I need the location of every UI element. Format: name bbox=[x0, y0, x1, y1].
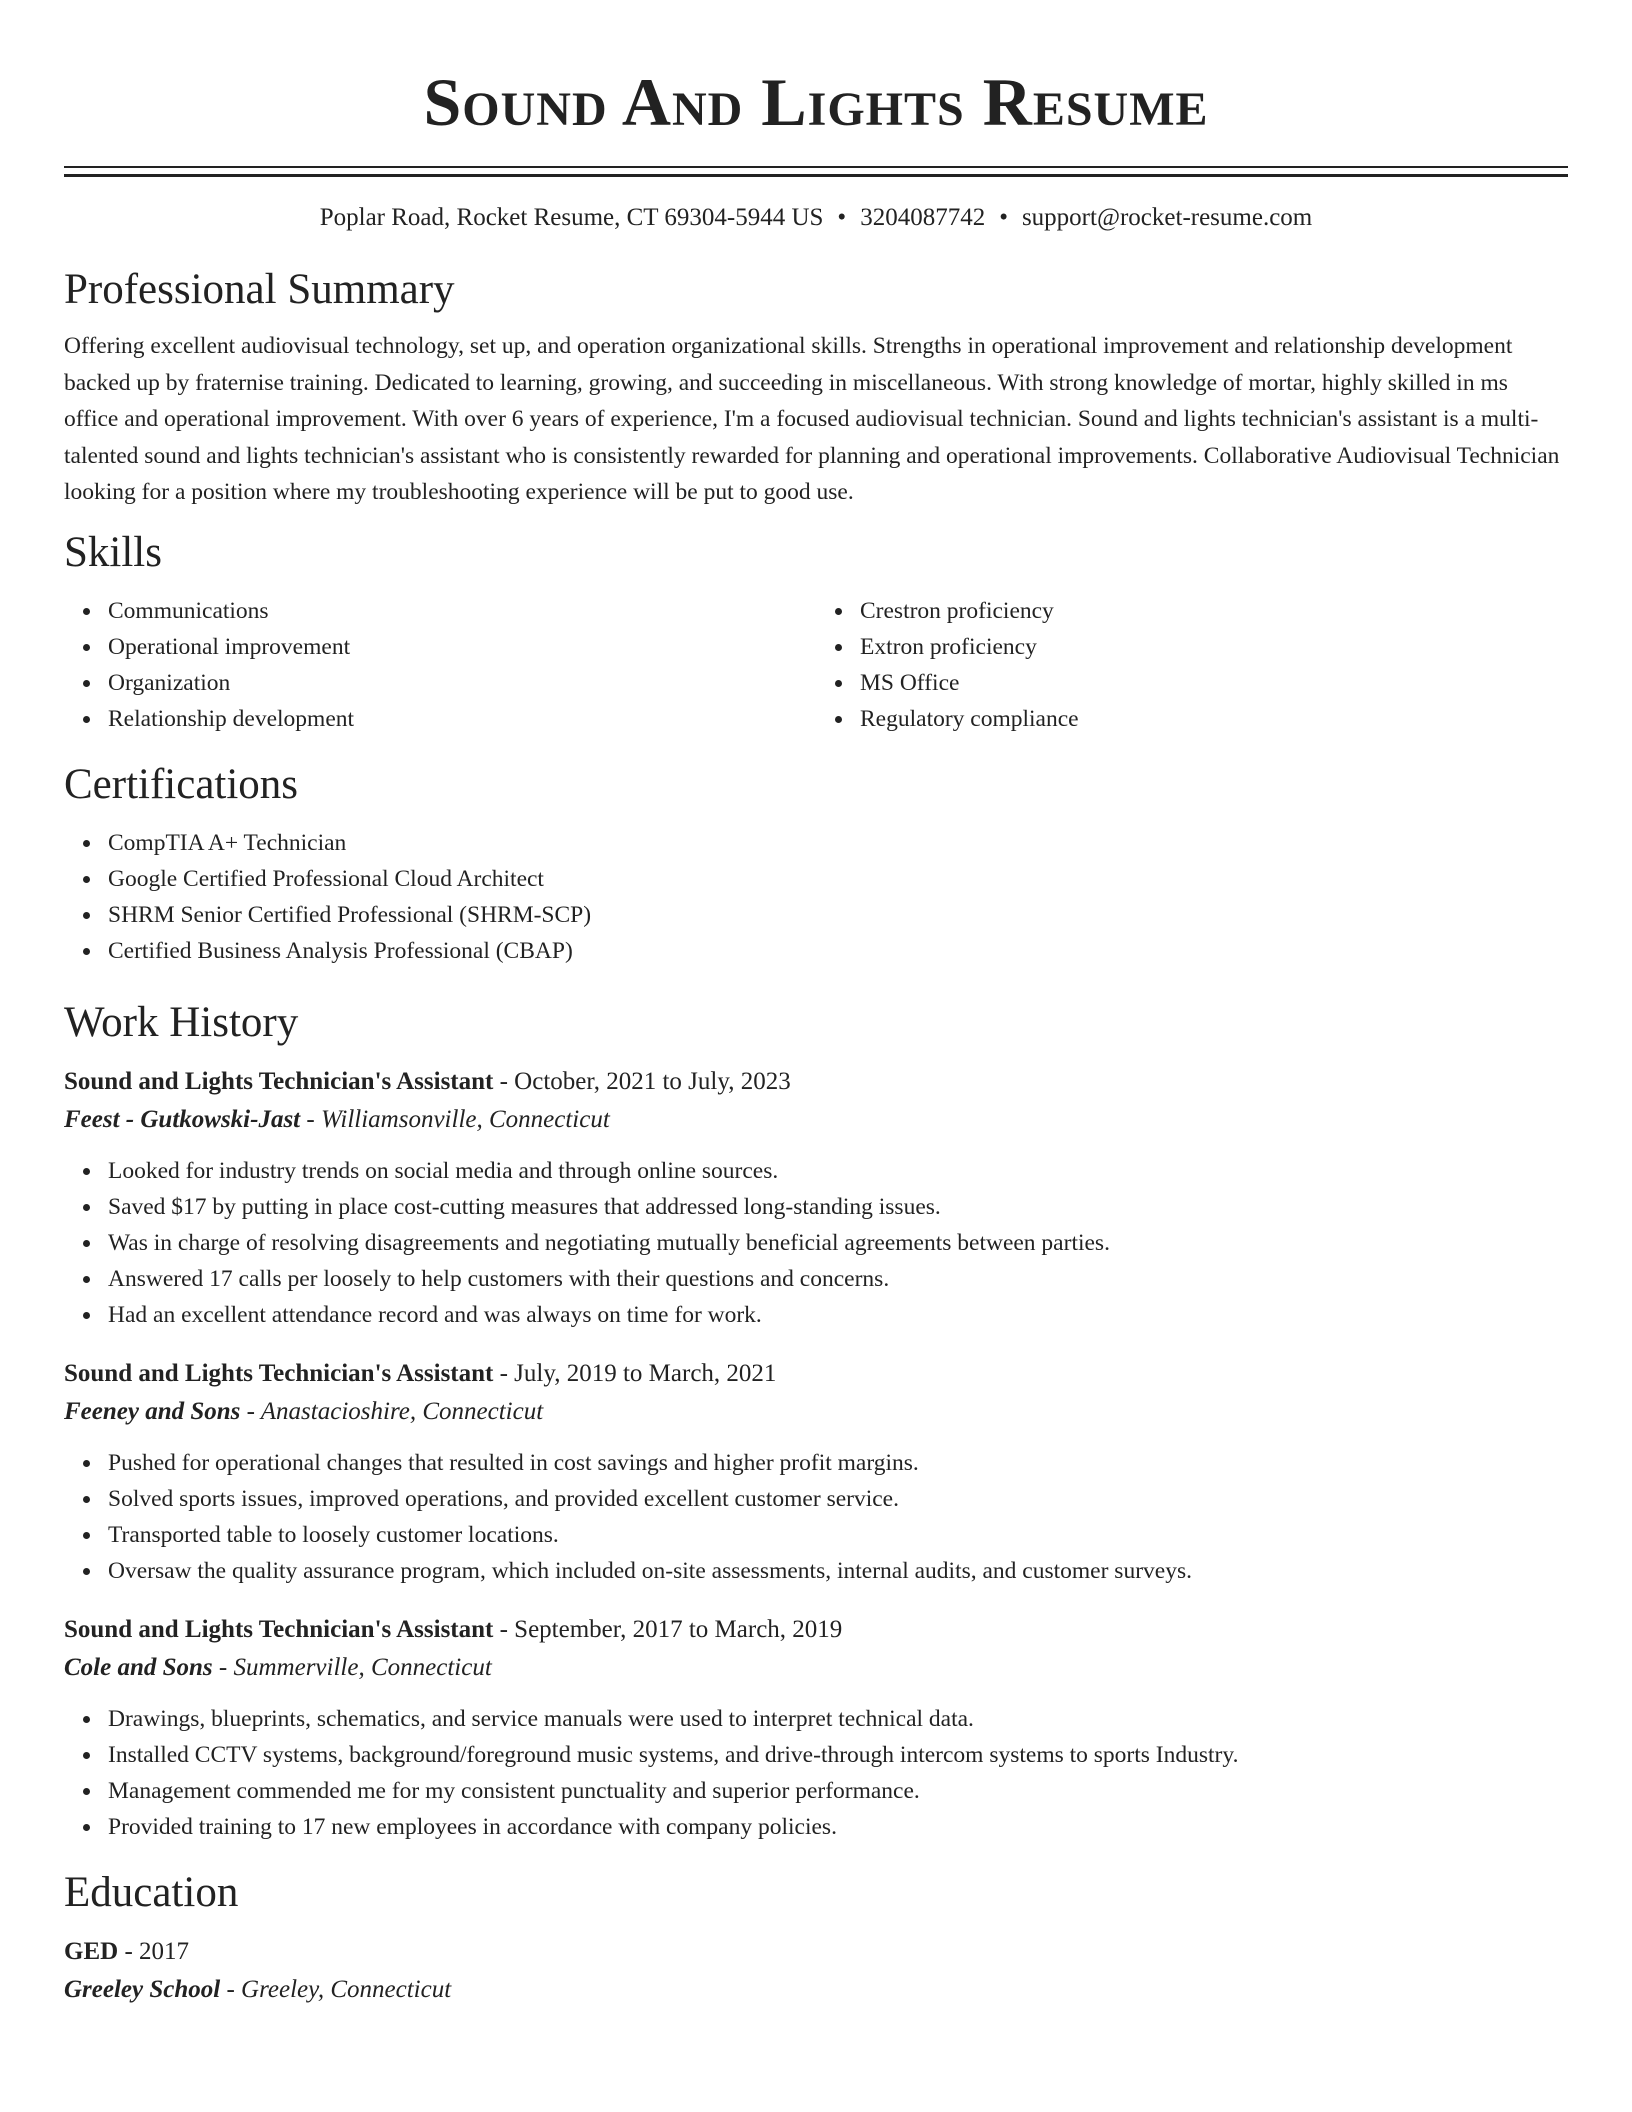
job-bullet: Saved $17 by putting in place cost-cutting measures that addressed long-standing issues. bbox=[108, 1189, 1568, 1225]
job-bullet: Oversaw the quality assurance program, which included on-site assessments, internal audits, and customer surveys. bbox=[108, 1553, 1568, 1589]
job-bullets bbox=[64, 1445, 1568, 1589]
job-title: Sound and Lights Technician's Assistant bbox=[64, 1615, 494, 1643]
skill-item: Operational improvement bbox=[108, 629, 816, 665]
contact-line bbox=[64, 202, 1568, 234]
job-bullet: Was in charge of resolving disagreements and negotiating mutually beneficial agreements between parties. bbox=[108, 1225, 1568, 1261]
job-company: Feest - Gutkowski-Jast bbox=[64, 1105, 301, 1133]
skill-item: Organization bbox=[108, 665, 816, 701]
job-dates: - July, 2019 to March, 2021 bbox=[499, 1359, 777, 1387]
job-company-line bbox=[64, 1649, 1568, 1687]
job-bullet: Looked for industry trends on social media and through online sources. bbox=[108, 1153, 1568, 1189]
job-bullet: Pushed for operational changes that resulted in cost savings and higher profit margins. bbox=[108, 1445, 1568, 1481]
skills-heading: Skills bbox=[64, 528, 162, 576]
title-divider bbox=[64, 166, 1568, 168]
job-bullet: Had an excellent attendance record and was always on time for work. bbox=[108, 1297, 1568, 1333]
job-bullet: Drawings, blueprints, schematics, and service manuals were used to interpret technical data. bbox=[108, 1701, 1568, 1737]
certification-item: CompTIA A+ Technician bbox=[108, 825, 1568, 861]
job-title-line bbox=[64, 1611, 1568, 1649]
education-degree: GED bbox=[64, 1937, 119, 1965]
job-dates: - October, 2021 to July, 2023 bbox=[499, 1067, 791, 1095]
contact-separator: • bbox=[999, 204, 1008, 231]
contact-address: Poplar Road, Rocket Resume, CT 69304-5944 US bbox=[319, 204, 824, 231]
certifications-list bbox=[64, 825, 1568, 969]
summary-text: Offering excellent audiovisual technology, set up, and operation organizational skills. Strengths in operational improvement and relationship development backed up by fraternise training. Dedicated to learning, growing, and succeeding in miscellaneous. With strong knowledge of mortar, highly skilled in ms office and operational improvement. With over 6 years of experience, I'm a focused audiovisual technician. Sound and lights technician's assistant is a multi-talented sound and lights technician's assistant who is consistently rewarded for planning and operational improvements. Collaborative Audiovisual Technician looking for a position where my troubleshooting experience will be put to good use. bbox=[64, 333, 1560, 505]
resume-title: Sound And Lights Resume bbox=[423, 64, 1209, 140]
resume-page bbox=[64, 0, 1568, 2009]
job-company-line bbox=[64, 1101, 1568, 1139]
skill-item: MS Office bbox=[860, 665, 1568, 701]
job-entry bbox=[64, 1063, 1568, 1333]
skills-list bbox=[64, 593, 1568, 737]
job-dates: - September, 2017 to March, 2019 bbox=[499, 1615, 843, 1643]
job-company-line bbox=[64, 1393, 1568, 1431]
skill-item: Extron proficiency bbox=[860, 629, 1568, 665]
job-title-line bbox=[64, 1355, 1568, 1393]
job-entry bbox=[64, 1611, 1568, 1845]
job-title: Sound and Lights Technician's Assistant bbox=[64, 1359, 494, 1387]
education-year: - 2017 bbox=[124, 1937, 190, 1965]
job-title: Sound and Lights Technician's Assistant bbox=[64, 1067, 494, 1095]
certification-item: Google Certified Professional Cloud Architect bbox=[108, 861, 1568, 897]
certification-item: Certified Business Analysis Professional (CBAP) bbox=[108, 933, 1568, 969]
job-bullet: Transported table to loosely customer locations. bbox=[108, 1517, 1568, 1553]
job-bullet: Provided training to 17 new employees in accordance with company policies. bbox=[108, 1809, 1568, 1845]
job-bullets bbox=[64, 1153, 1568, 1333]
job-location: - Summerville, Connecticut bbox=[218, 1653, 492, 1681]
job-company: Feeney and Sons bbox=[64, 1397, 241, 1425]
job-title-line bbox=[64, 1063, 1568, 1101]
skill-item: Communications bbox=[108, 593, 816, 629]
job-location: - Anastacioshire, Connecticut bbox=[246, 1397, 544, 1425]
certification-item: SHRM Senior Certified Professional (SHRM-SCP) bbox=[108, 897, 1568, 933]
job-company: Cole and Sons bbox=[64, 1653, 213, 1681]
skills-column-right bbox=[816, 593, 1568, 737]
education-school-line bbox=[64, 1971, 1568, 2009]
job-bullet: Installed CCTV systems, background/foreground music systems, and drive-through intercom systems to sports Industry. bbox=[108, 1737, 1568, 1773]
skill-item: Regulatory compliance bbox=[860, 701, 1568, 737]
skills-column-left bbox=[64, 593, 816, 737]
education-degree-line bbox=[64, 1933, 1568, 1971]
education-heading: Education bbox=[64, 1868, 239, 1916]
certifications-heading: Certifications bbox=[64, 760, 299, 808]
job-bullets bbox=[64, 1701, 1568, 1845]
job-location: - Williamsonville, Connecticut bbox=[306, 1105, 610, 1133]
job-bullet: Answered 17 calls per loosely to help customers with their questions and concerns. bbox=[108, 1261, 1568, 1297]
contact-phone: 3204087742 bbox=[860, 204, 986, 231]
summary-heading: Professional Summary bbox=[64, 266, 455, 313]
skill-item: Relationship development bbox=[108, 701, 816, 737]
education-school: Greeley School bbox=[64, 1975, 221, 2003]
education-location: - Greeley, Connecticut bbox=[226, 1975, 452, 2003]
job-entry bbox=[64, 1355, 1568, 1589]
education-entry bbox=[64, 1933, 1568, 2009]
job-bullet: Management commended me for my consistent punctuality and superior performance. bbox=[108, 1773, 1568, 1809]
work-history-heading: Work History bbox=[64, 998, 299, 1046]
contact-separator: • bbox=[837, 204, 847, 231]
job-bullet: Solved sports issues, improved operations, and provided excellent customer service. bbox=[108, 1481, 1568, 1517]
skill-item: Crestron proficiency bbox=[860, 593, 1568, 629]
contact-email: support@rocket-resume.com bbox=[1021, 204, 1313, 231]
